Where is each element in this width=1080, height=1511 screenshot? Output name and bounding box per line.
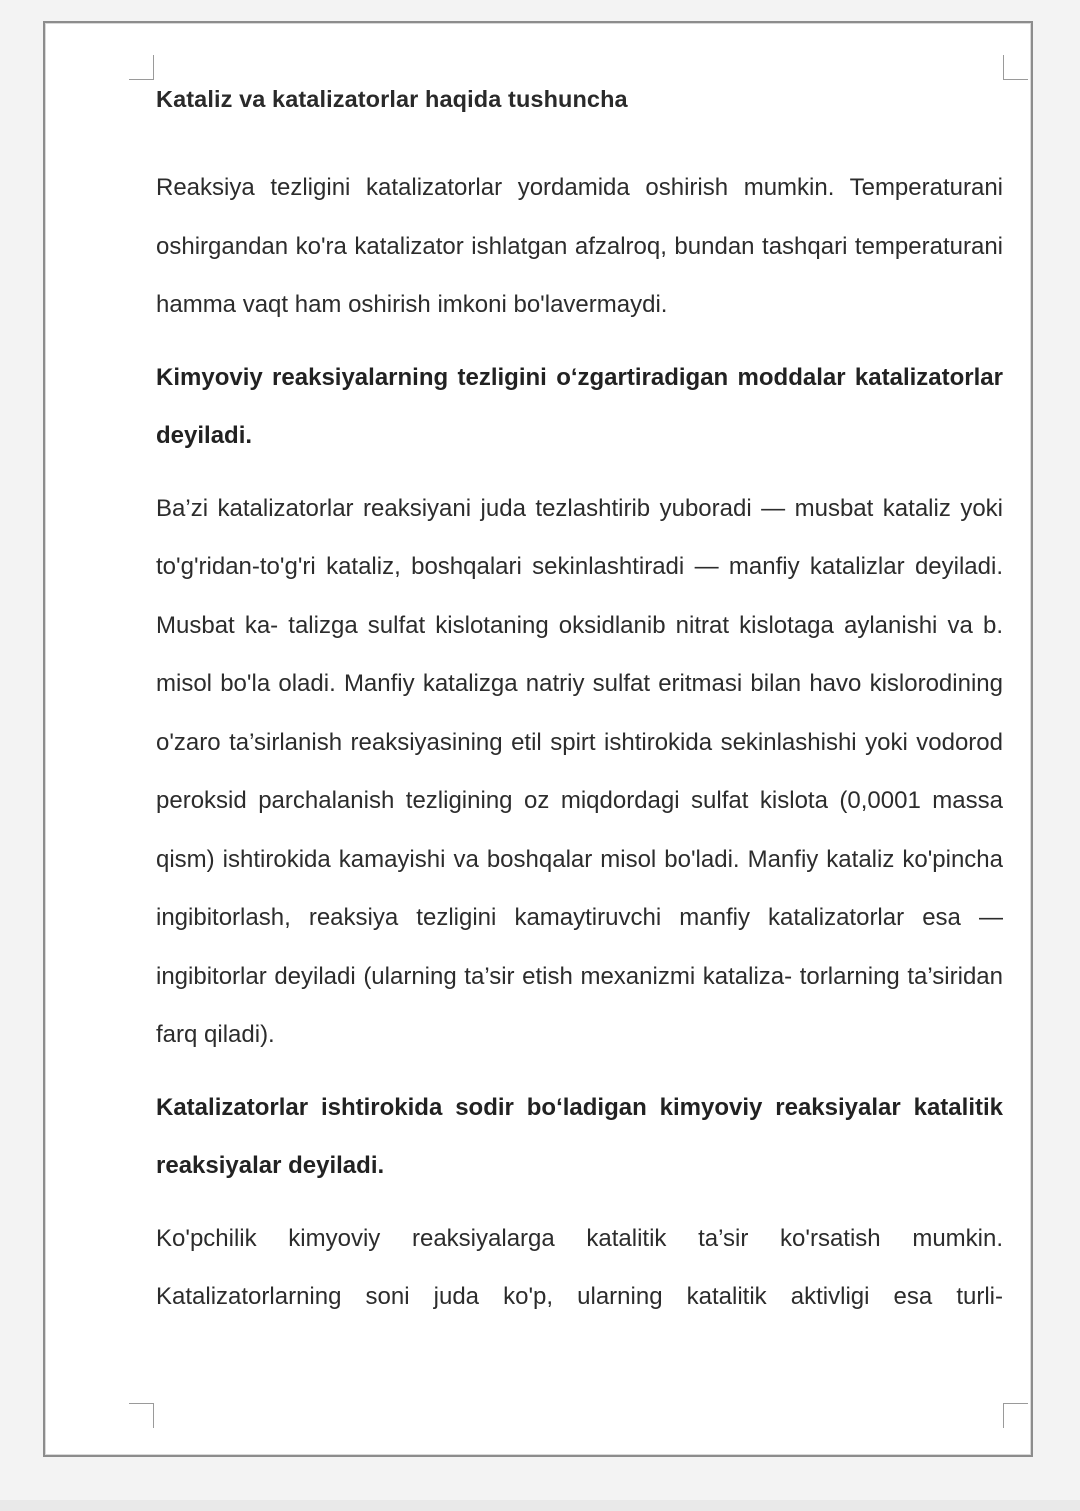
bottom-bar: [0, 1500, 1080, 1511]
crop-mark-top-right: [1003, 55, 1028, 80]
document-page: [43, 21, 1033, 1457]
paragraph-catalyst-activity: Ko'pchilik kimyoviy reaksiyalarga katalitik ta’sir ko'rsatish mumkin. Katalizatorlarning soni juda ko'p, ularning katalitik aktivligi esa turli-: [156, 1224, 1003, 1310]
page-content: [156, 86, 1003, 1341]
crop-mark-top-left: [129, 55, 154, 80]
paragraph-definition-catalytic-reactions: Katalizatorlar ishtirokida sodir bo‘ladigan kimyoviy reaksiyalar katalitik reaksiyalar deyiladi.: [156, 1093, 1003, 1179]
document-title: Kataliz va katalizatorlar haqida tushuncha: [156, 86, 628, 112]
crop-mark-bottom-right: [1003, 1403, 1028, 1428]
paragraph-definition-catalysts: Kimyoviy reaksiyalarning tezligini o‘zgartiradigan moddalar katalizatorlar deyiladi.: [156, 363, 1003, 449]
paragraph-positive-negative-catalysis: Ba’zi katalizatorlar reaksiyani juda tezlashtirib yuboradi — musbat kataliz yoki to'g'ridan-to'g'ri kataliz, boshqalari sekinlashtiradi — manfiy katalizlar deyiladi. Musbat ka- talizga sulfat kislotaning oksidlanib nitrat kislotaga aylanishi va b. misol bo'la oladi. Manfiy katalizga natriy sulfat eritmasi bilan havo kislorodining o'zaro ta’sirlanish reaksiyasining etil spirt ishtirokida sekinlashishi yoki vodorod peroksid parchalanish tezligining oz miqdordagi sulfat kislota (0,0001 massa qism) ishtirokida kamayishi va boshqalar misol bo'ladi. Manfiy kataliz ko'pincha ingibitorlash, reaksiya tezligini kamaytiruvchi manfiy katalizatorlar esa — ingibitorlar deyiladi (ularning ta’sir etish mexanizmi kataliza- torlarning ta’siridan farq qiladi).: [156, 494, 1003, 1048]
paragraph-intro: Reaksiya tezligini katalizatorlar yordamida oshirish mumkin. Temperaturani oshirgandan ko'ra katalizator ishlatgan afzalroq, bundan tashqari temperaturani hamma vaqt ham oshirish imkoni bo'lavermaydi.: [156, 174, 1003, 318]
crop-mark-bottom-left: [129, 1403, 154, 1428]
